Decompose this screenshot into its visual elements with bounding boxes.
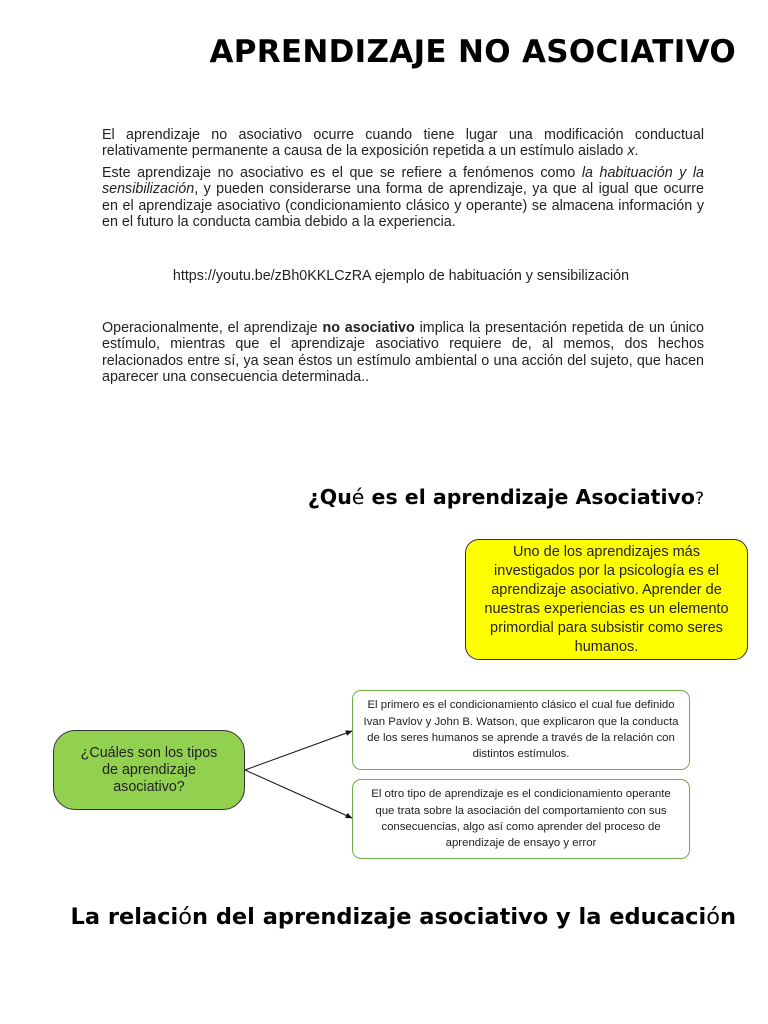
bottom-heading-d: ó [706, 904, 720, 930]
intro-p1-variable: x [627, 143, 635, 160]
operational-b: implica la presentación repetida de un único estímulo, mientras que el aprendizaje asociativo requiere de, al memos, dos hechos relacionados entre sí, ya sean éstos un estímulo ambiental o una acción del sujeto, que hacen aparecer una consecuencia determinada.. [102, 320, 704, 386]
arrow-to-type-2 [245, 770, 352, 818]
bottom-heading-b: ó [178, 904, 192, 930]
intro-p1-end: . [634, 143, 639, 160]
arrow-to-type-1 [245, 731, 352, 770]
intro-p1-text: El aprendizaje no asociativo ocurre cuando tiene lugar una modificación conductual relativamente permanente a causa de la exposición repetida a un estímulo aislado [102, 127, 704, 160]
types-question-text: ¿Cuáles son los tipos de aprendizaje asociativo? [80, 744, 218, 795]
video-link-line[interactable]: https://youtu.be/zBh0KKLCzRA ejemplo de habituación y sensibilización [172, 268, 630, 284]
question-heading-c: es el aprendizaje Asociativo [364, 485, 695, 509]
operant-conditioning-box [352, 779, 690, 859]
intro-p2-a: Este aprendizaje no asociativo es el que se refiere a fenómenos como [102, 164, 582, 181]
bottom-heading-e: n [719, 904, 736, 930]
operational-bold: no asociativo [322, 320, 415, 336]
question-heading-a: ¿Qu [307, 485, 352, 509]
operational-a: Operacionalmente, el aprendizaje [102, 320, 323, 336]
classical-conditioning-box [352, 690, 690, 770]
question-heading-d: ? [694, 489, 704, 509]
associative-definition-text: Uno de los aprendizajes más investigados por la psicología es el aprendizaje asociativo. Aprender de nuestras experiencias es un elemento primordial para subsistir como seres humanos. [484, 543, 729, 655]
types-question-box [53, 730, 245, 810]
bottom-heading-c: n del aprendizaje asociativo y la educaci [191, 904, 707, 930]
page-title: APRENDIZAJE NO ASOCIATIVO [209, 34, 736, 70]
intro-p2-b: , y pueden considerarse una forma de aprendizaje, ya que al igual que ocurre en el aprendizaje asociativo (condicionamiento clásico y operante) se almacena información y en el futuro la conducta cambia debido a la experiencia. [102, 181, 704, 231]
bottom-heading [40, 902, 736, 933]
bottom-heading-a: La relaci [70, 904, 179, 930]
classical-conditioning-text: El primero es el condicionamiento clásico el cual fue definido Ivan Pavlov y John B. Watson, que explicaron que la conducta de los seres humanos se aprende a través de la relación con distintos estímulos. [363, 699, 679, 761]
intro-p2-emphasis: la habituación y la sensibilización [102, 164, 704, 198]
question-heading-b: é [351, 485, 365, 509]
operant-conditioning-text: El otro tipo de aprendizaje es el condicionamiento operante que trata sobre la asociación del comportamiento con sus consecuencias, algo así como aprender del proceso de aprendizaje de ensayo y error [371, 788, 671, 850]
